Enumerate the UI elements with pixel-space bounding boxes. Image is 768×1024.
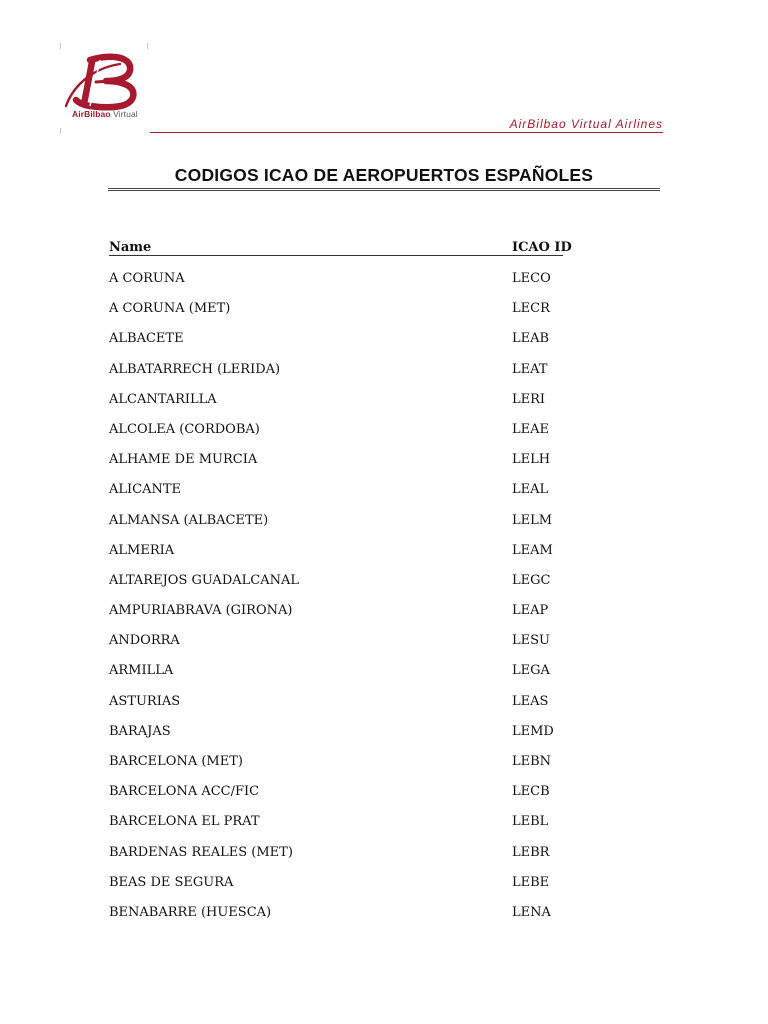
- airport-name: BARDENAS REALES (MET): [109, 844, 293, 860]
- icao-code: LEGC: [512, 572, 551, 588]
- table-row: [0, 414, 768, 444]
- icao-code: LERI: [512, 391, 546, 407]
- icao-code: LEBN: [512, 754, 552, 769]
- airport-name: BENABARRE (HUESCA): [109, 904, 272, 920]
- table-row: [0, 384, 768, 414]
- airport-name: A CORUNA (MET): [109, 301, 231, 317]
- table-row: [0, 293, 768, 323]
- icao-code: LEBL: [512, 814, 549, 830]
- icao-code: LESU: [512, 633, 550, 649]
- airport-name: BARCELONA (MET): [109, 754, 243, 769]
- icao-code: LECO: [512, 271, 551, 286]
- icao-code: LEAT: [512, 361, 548, 377]
- icao-code: LELM: [512, 512, 553, 528]
- table-row: [0, 867, 768, 897]
- icao-code: LEBE: [512, 874, 550, 890]
- icao-code: LEAL: [512, 482, 549, 498]
- icao-code: LEAP: [512, 603, 549, 619]
- icao-code: LECB: [512, 784, 550, 800]
- icao-code: LEAS: [512, 693, 549, 709]
- icao-code: LEAE: [512, 421, 550, 437]
- airport-name: ALMANSA (ALBACETE): [109, 512, 269, 528]
- table-row: [0, 354, 768, 384]
- icao-code: LENA: [512, 904, 551, 920]
- table-row: [0, 776, 768, 806]
- airport-name: ALBATARRECH (LERIDA): [109, 361, 281, 377]
- airport-name: BARAJAS: [109, 723, 171, 739]
- airport-name: ALHAME DE MURCIA: [109, 452, 258, 468]
- table-row: [0, 565, 768, 595]
- table-row: [0, 655, 768, 685]
- icao-code: LEAB: [512, 331, 550, 347]
- airport-name: ASTURIAS: [109, 693, 181, 709]
- icao-code: LEGA: [512, 663, 550, 679]
- table-row: [0, 686, 768, 716]
- icao-code: LEBR: [512, 844, 550, 860]
- airline-name: AirBilbao Virtual Airlines: [509, 117, 663, 131]
- logo-caption: [72, 109, 138, 119]
- icao-code: LEMD: [512, 723, 554, 739]
- airbilbao-logo: [60, 46, 150, 132]
- airport-name: ALICANTE: [109, 482, 182, 498]
- icao-code: LELH: [512, 452, 551, 468]
- airport-name: ANDORRA: [109, 633, 180, 649]
- table-row: [0, 897, 768, 927]
- table-row: [0, 595, 768, 625]
- table-row: [0, 444, 768, 474]
- icao-code: LECR: [512, 301, 550, 317]
- logo-suffix-text: Virtual: [110, 109, 138, 119]
- airport-name: ARMILLA: [109, 663, 174, 679]
- table-row: [0, 474, 768, 504]
- airport-name: BEAS DE SEGURA: [109, 874, 234, 890]
- table-row: [0, 505, 768, 535]
- airport-name: A CORUNA: [109, 271, 185, 286]
- icao-code: LEAM: [512, 542, 553, 558]
- airport-name: ALBACETE: [109, 331, 184, 347]
- airport-name: ALTAREJOS GUADALCANAL: [109, 572, 299, 588]
- table-row: [0, 746, 768, 776]
- column-header-icao: ICAO ID: [512, 240, 572, 255]
- airport-name: BARCELONA ACC/FIC: [109, 784, 260, 800]
- table-row: [0, 716, 768, 746]
- title-divider: [108, 188, 660, 191]
- airport-name: ALCOLEA (CORDOBA): [109, 421, 260, 437]
- table-row: [0, 263, 768, 293]
- table-row: [0, 323, 768, 353]
- logo-brand-text: AirBilbao: [72, 109, 111, 119]
- table-row: [0, 625, 768, 655]
- airport-name: ALMERIA: [109, 542, 175, 558]
- airport-name: AMPURIABRAVA (GIRONA): [109, 603, 293, 619]
- airport-name: BARCELONA EL PRAT: [109, 814, 260, 830]
- airport-name: ALCANTARILLA: [109, 391, 217, 407]
- column-header-name: Name: [109, 240, 152, 255]
- table-row: [0, 806, 768, 836]
- header-divider: [150, 132, 663, 133]
- table-row: [0, 837, 768, 867]
- airport-list: [0, 263, 768, 927]
- header-underline: [109, 255, 563, 256]
- page-title: CODIGOS ICAO DE AEROPUERTOS ESPAÑOLES: [174, 165, 594, 185]
- table-row: [0, 535, 768, 565]
